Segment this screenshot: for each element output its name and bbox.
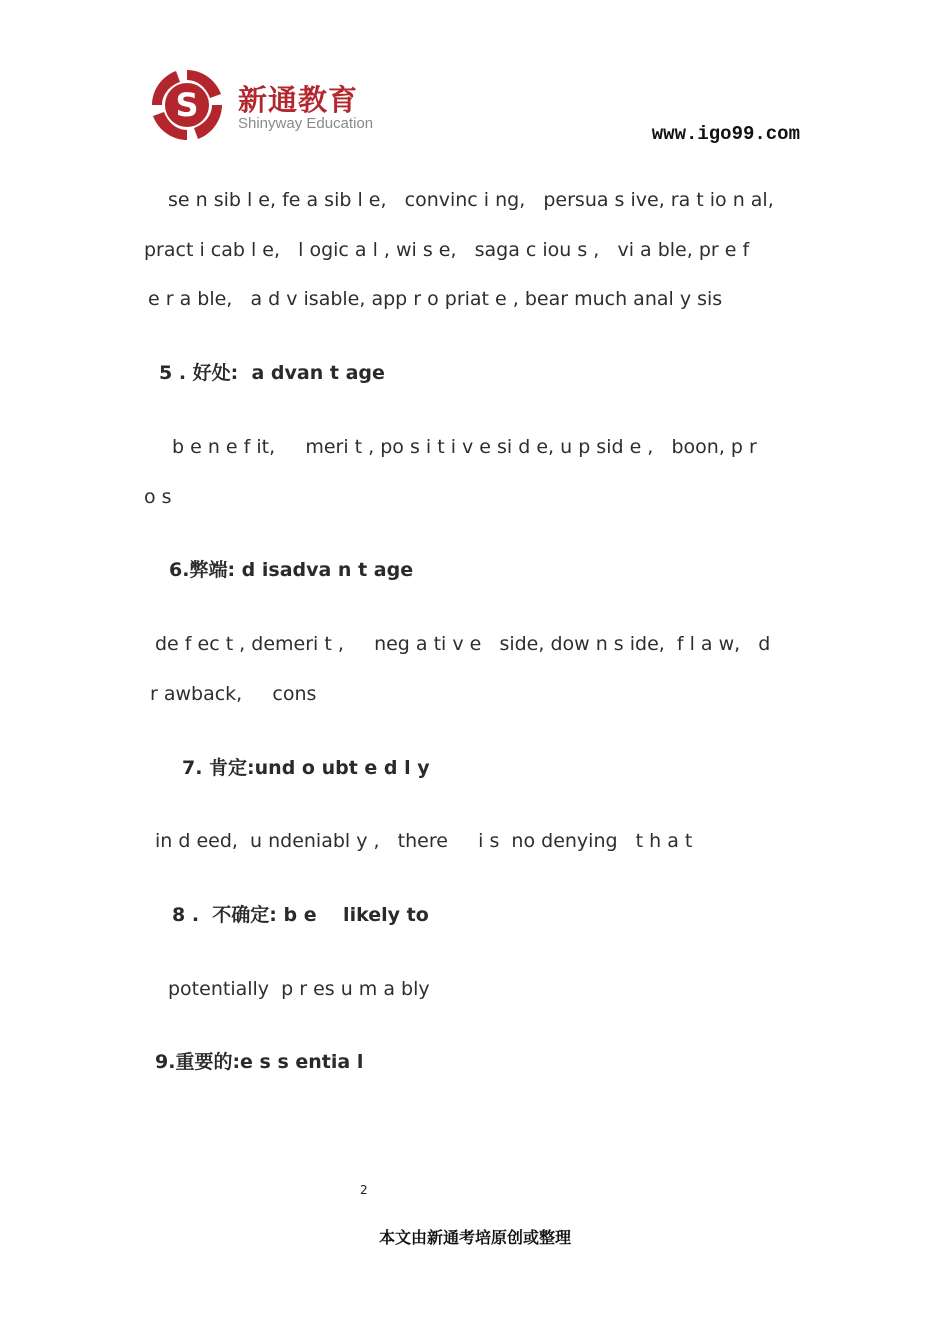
- shinyway-logo-icon: [150, 68, 224, 142]
- text-line: pract i cab l e, l ogic a l , wi s e, saga c iou s , vi a ble, pr e f: [144, 239, 750, 261]
- text-line: potentially p r es u m a bly: [168, 978, 430, 1000]
- text-line: r awback, cons: [150, 683, 317, 705]
- text-line: de f ec t , demeri t , neg a ti v e side, dow n s ide, f l a w, d: [155, 633, 771, 655]
- section-heading: 8 . 不确定: b e likely to: [172, 904, 429, 926]
- section-heading: 9.重要的:e s s entia l: [155, 1051, 364, 1073]
- page-number: 2: [360, 1183, 368, 1197]
- brand-name-cn: 新通教育: [238, 83, 359, 117]
- section-heading: 7. 肯定:und o ubt e d l y: [182, 757, 430, 779]
- text-line: e r a ble, a d v isable, app r o priat e , bear much anal y sis: [148, 288, 723, 310]
- footer-note: 本文由新通考培原创或整理: [378, 1228, 571, 1247]
- section-heading: 5 . 好处: a dvan t age: [159, 362, 385, 384]
- logo-letter: S: [175, 86, 199, 124]
- text-line: o s: [144, 486, 172, 508]
- text-line: b e n e f it, meri t , po s i t i v e si d e, u p sid e , boon, p r: [172, 436, 757, 458]
- section-heading: 6.弊端: d isadva n t age: [169, 559, 414, 581]
- brand-logo: [150, 68, 390, 144]
- text-line: in d eed, u ndeniabl y , there i s no denying t h a t: [155, 830, 693, 852]
- site-url[interactable]: www.igo99.com: [651, 123, 800, 145]
- brand-name-en: Shinyway Education: [238, 115, 374, 132]
- text-line: se n sib l e, fe a sib l e, convinc i ng, persua s ive, ra t io n al,: [168, 189, 774, 211]
